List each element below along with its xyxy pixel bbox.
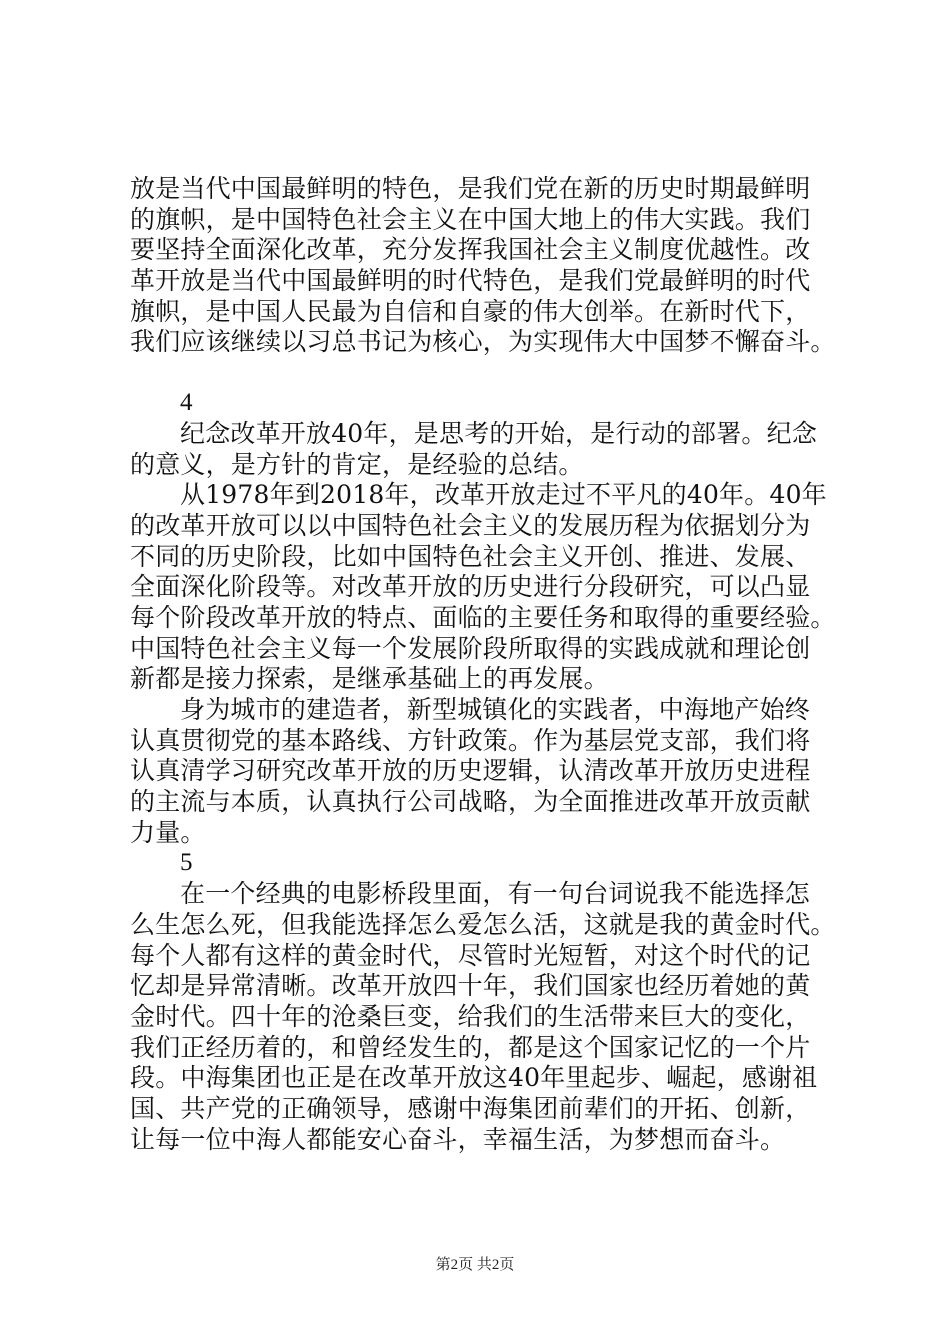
paragraph-line: 每个人都有这样的黄金时代，尽管时光短暂，对这个时代的记 [130,940,811,970]
paragraph-line: 金时代。四十年的沧桑巨变，给我们的生活带来巨大的变化， [130,1001,811,1031]
paragraph-line: 我们正经历着的，和曾经发生的，都是这个国家记忆的一个片 [130,1032,811,1062]
paragraph-line: 段。中海集团也正是在改革开放这40年里起步、崛起，感谢祖 [130,1063,818,1093]
paragraph-line: 的主流与本质，认真执行公司战略，为全面推进改革开放贡献 [130,787,811,817]
paragraph-line: 全面深化阶段等。对改革开放的历史进行分段研究，可以凸显 [130,572,811,602]
paragraph-line: 忆却是异常清晰。改革开放四十年，我们国家也经历着她的黄 [130,971,811,1001]
paragraph-line: 要坚持全面深化改革，充分发挥我国社会主义制度优越性。改 [130,235,811,265]
section5-paragraph-1 [130,879,836,1155]
paragraph-line: 放是当代中国最鲜明的特色，是我们党在新的历史时期最鲜明 [130,174,811,203]
paragraph-line: 认真贯彻党的基本路线、方针政策。作为基层党支部，我们将 [130,725,811,755]
paragraph-line: 的旗帜，是中国特色社会主义在中国大地上的伟大实践。我们 [130,204,811,234]
paragraph-line: 么生怎么死，但我能选择怎么爱怎么活，这就是我的黄金时代。 [130,909,836,939]
paragraph-line: 的意义，是方针的肯定，是经验的总结。 [130,449,584,479]
paragraph-line: 旗帜，是中国人民最为自信和自豪的伟大创举。在新时代下， [130,296,811,326]
paragraph-line: 认真清学习研究改革开放的历史逻辑，认清改革开放历史进程 [130,756,811,786]
paragraph-line: 每个阶段改革开放的特点、面临的主要任务和取得的重要经验。 [130,602,836,632]
paragraph-line: 新都是接力探索，是继承基础上的再发展。 [130,664,609,694]
paragraph-line: 的改革开放可以以中国特色社会主义的发展历程为依据划分为 [130,510,811,540]
section4-paragraph-3 [130,695,830,848]
paragraph-line: 中国特色社会主义每一个发展阶段所取得的实践成就和理论创 [130,633,811,663]
section-number: 5 [180,849,193,877]
section4-paragraph-1 [130,419,830,480]
page-footer: 第2页 共2页 [435,1257,515,1273]
blank-line [130,358,830,388]
section4-paragraph-2 [130,480,836,695]
paragraph-line: 革开放是当代中国最鲜明的时代特色，是我们党最鲜明的时代 [130,266,811,296]
paragraph-line: 纪念改革开放40年，是思考的开始，是行动的部署。纪念 [180,418,818,448]
paragraph-line: 不同的历史阶段，比如中国特色社会主义开创、推进、发展、 [130,541,811,571]
intro-paragraph [130,174,836,358]
paragraph-line: 力量。 [130,817,206,847]
paragraph-line: 在一个经典的电影桥段里面，有一句台词说我不能选择怎 [180,879,811,909]
paragraph-line: 国、共产党的正确领导，感谢中海集团前辈们的开拓、创新， [130,1093,811,1123]
section-number: 4 [180,389,193,417]
paragraph-line: 从1978年到2018年，改革开放走过不平凡的40年。40年 [180,480,827,510]
paragraph-line: 让每一位中海人都能安心奋斗，幸福生活，为梦想而奋斗。 [130,1124,786,1154]
document-body [130,174,836,1155]
paragraph-line: 身为城市的建造者，新型城镇化的实践者，中海地产始终 [180,695,811,724]
paragraph-line: 我们应该继续以习总书记为核心，为实现伟大中国梦不懈奋斗。 [130,327,836,357]
